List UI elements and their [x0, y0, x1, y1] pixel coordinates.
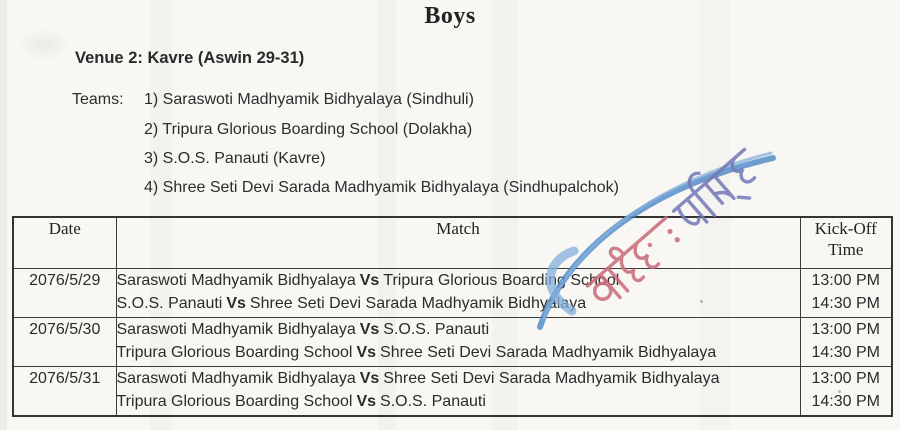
- away-team: Shree Seti Devi Sarada Madhyamik Bidhyalaya: [383, 370, 720, 387]
- match-cell: [116, 367, 800, 417]
- match-cell: [116, 269, 800, 318]
- match-cell: [116, 318, 800, 367]
- away-team: S.O.S. Panauti: [383, 321, 490, 338]
- kickoff-time: 14:30 PM: [811, 344, 880, 361]
- table-row: [13, 318, 892, 367]
- column-header-date: Date: [13, 217, 116, 269]
- home-team: Tripura Glorious Boarding School: [116, 344, 353, 361]
- home-team: Tripura Glorious Boarding School: [116, 393, 353, 410]
- schedule-table: [12, 216, 893, 417]
- scan-smudge: [16, 28, 72, 62]
- home-team: Saraswoti Madhyamik Bidhyalaya: [116, 370, 356, 387]
- vs-label: Vs: [359, 370, 380, 387]
- teams-label: Teams:: [72, 91, 124, 108]
- match-line: [117, 269, 800, 292]
- vs-label: Vs: [356, 344, 377, 361]
- vs-label: Vs: [359, 272, 380, 289]
- away-team: Tripura Glorious Boarding School: [383, 272, 620, 289]
- table-row: [13, 367, 892, 417]
- column-header-match: Match: [116, 217, 800, 269]
- team-item: 4) Shree Seti Devi Sarada Madhyamik Bidhyalaya (Sindhupalchok): [144, 179, 619, 196]
- kickoff-cell: [800, 318, 892, 367]
- vs-label: Vs: [359, 321, 380, 338]
- kickoff-cell: [800, 367, 892, 417]
- away-team: S.O.S. Panauti: [380, 393, 486, 410]
- date-cell: 2076/5/30: [13, 318, 116, 367]
- vs-label: Vs: [356, 393, 377, 410]
- vs-label: Vs: [226, 295, 246, 312]
- page-title: Boys: [424, 3, 476, 29]
- team-item: 2) Tripura Glorious Boarding School (Dolakha): [144, 121, 473, 138]
- match-line: [117, 292, 800, 315]
- match-line: [117, 318, 800, 341]
- team-item: 3) S.O.S. Panauti (Kavre): [144, 150, 326, 167]
- match-line: [117, 390, 800, 413]
- date-cell: 2076/5/31: [13, 367, 116, 417]
- table-header-row: [13, 217, 892, 269]
- home-team: Saraswoti Madhyamik Bidhyalaya: [116, 272, 356, 289]
- away-team: Shree Seti Devi Sarada Madhyamik Bidhyalaya: [380, 344, 717, 361]
- kickoff-time: 13:00 PM: [811, 321, 880, 338]
- away-team: Shree Seti Devi Sarada Madhyamik Bidhyalaya: [249, 295, 587, 312]
- match-line: [117, 341, 800, 364]
- table-row: [13, 269, 892, 318]
- scan-edge-shadow: [0, 0, 7, 430]
- match-line: [117, 367, 800, 390]
- team-item: 1) Saraswoti Madhyamik Bidhyalaya (Sindhuli): [144, 91, 474, 108]
- kickoff-time: 14:30 PM: [811, 393, 880, 410]
- home-team: S.O.S. Panauti: [116, 295, 223, 312]
- date-cell: 2076/5/29: [13, 269, 116, 318]
- column-header-kickoff: Kick-Off Time: [800, 217, 892, 269]
- kickoff-time: 13:00 PM: [811, 272, 880, 289]
- kickoff-cell: [800, 269, 892, 318]
- kickoff-time: 13:00 PM: [811, 370, 880, 387]
- venue-heading: Venue 2: Kavre (Aswin 29-31): [75, 49, 305, 67]
- home-team: Saraswoti Madhyamik Bidhyalaya: [116, 321, 356, 338]
- kickoff-time: 14:30 PM: [811, 295, 880, 312]
